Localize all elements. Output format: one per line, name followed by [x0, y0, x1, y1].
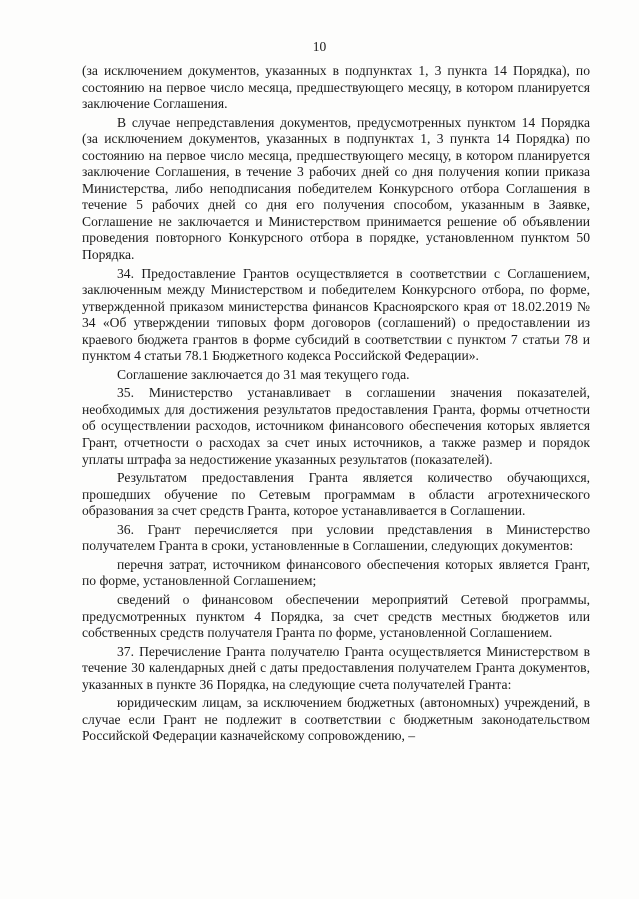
paragraph-item-36: 36. Грант перечисляется при условии представления в Министерство получателем Гранта в сроки, установленные в Соглашении, следующих документов: [82, 521, 590, 554]
paragraph-item-35: 35. Министерство устанавливает в соглашении значения показателей, необходимых для достижения результатов предоставления Гранта, формы отчетности об осуществлении расходов, источником финансового обеспечения которых является Грант, отчетности о расходах за счет иных источников, а также размер и порядок уплаты штрафа за недостижение указанных результатов (показателей). [82, 385, 590, 467]
paragraph: Результатом предоставления Гранта является количество обучающихся, прошедших обучение по Сетевым программам в области агротехнического образования за счет средств Гранта, которое устанавливается в Соглашении. [82, 470, 590, 519]
paragraph: В случае непредставления документов, предусмотренных пунктом 14 Порядка (за исключением документов, указанных в подпунктах 1, 3 пункта 14 Порядка) по состоянию на первое число месяца, предшествующего месяцу, в котором планируется заключение Соглашения, в течение 3 рабочих дней со дня получения копии приказа Министерства, либо неподписания победителем Конкурсного отбора Соглашения в течение 5 рабочих дней со дня его получения способом, указанным в Заявке, Соглашение не заключается и Министерством принимается решение об объявлении проведения повторного Конкурсного отбора в порядке, установленном пунктом 50 Порядка. [82, 114, 590, 263]
paragraph-item-37: 37. Перечисление Гранта получателю Гранта осуществляется Министерством в течение 30 календарных дней с даты предоставления получателем Гранта документов, указанных в пункте 36 Порядка, на следующие счета получателей Гранта: [82, 643, 590, 692]
paragraph: (за исключением документов, указанных в подпунктах 1, 3 пункта 14 Порядка), по состоянию на первое число месяца, предшествующего месяцу, в котором планируется заключение Соглашения. [82, 63, 590, 112]
list-item: юридическим лицам, за исключением бюджетных (автономных) учреждений, в случае если Грант не подлежит в соответствии с бюджетным законодательством Российской Федерации казначейскому сопровождению, – [82, 695, 590, 744]
paragraph: Соглашение заключается до 31 мая текущего года. [117, 366, 410, 382]
page-number: 10 [312, 39, 327, 54]
list-item: перечня затрат, источником финансового обеспечения которых является Грант, по форме, установленной Соглашением; [82, 556, 590, 589]
paragraph-item-34: 34. Предоставление Грантов осуществляется в соответствии с Соглашением, заключенным между Министерством и победителем Конкурсного отбора, по форме, утвержденной приказом министерства финансов Красноярского края от 18.02.2019 № 34 «Об утверждении типовых форм договоров (соглашений) о предоставлении из краевого бюджета грантов в форме субсидий в соответствии с пунктом 7 статьи 78 и пунктом 4 статьи 78.1 Бюджетного кодекса Российской Федерации». [82, 265, 590, 364]
document-body [82, 63, 590, 747]
list-item: сведений о финансовом обеспечении мероприятий Сетевой программы, предусмотренных пунктом 4 Порядка, за счет средств местных бюджетов или собственных средств получателя Гранта по форме, установленной Соглашением. [82, 591, 590, 641]
